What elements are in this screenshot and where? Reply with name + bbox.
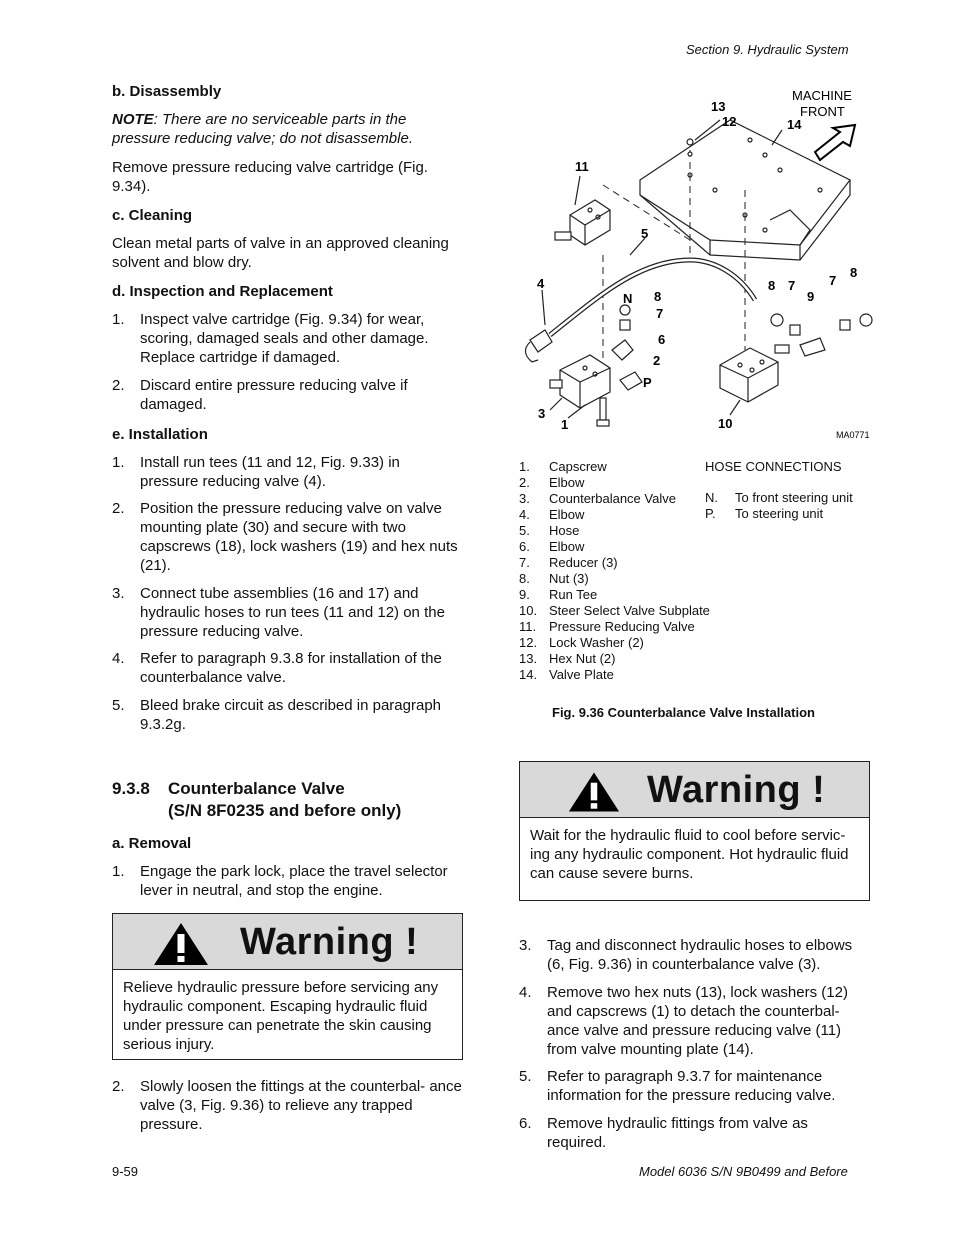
callout-11: 11: [575, 159, 589, 174]
callout-12: 12: [722, 114, 737, 129]
figure-code: MA0771: [836, 430, 870, 440]
subsection-cleaning: c. Cleaning: [112, 207, 193, 224]
figure-caption: Fig. 9.36 Counterbalance Valve Installation: [552, 705, 815, 720]
callout-7b: 7: [788, 278, 796, 293]
legend-item: 11. Pressure Reducing Valve: [519, 619, 695, 634]
figure-legend: [519, 459, 709, 683]
legend-item: 10. Steer Select Valve Subplate: [519, 603, 710, 618]
legend-item: 1. Capscrew: [519, 459, 607, 474]
note: [112, 110, 452, 148]
legend-item: 7. Reducer (3): [519, 555, 618, 570]
callout-10: 10: [718, 416, 733, 431]
warning-title: Warning !: [240, 921, 419, 963]
callout-2: 2: [653, 353, 661, 368]
warning-box-hot-fluid: [519, 761, 870, 901]
legend-item: P. To steering unit: [705, 506, 824, 521]
warning-text: Relieve hydraulic pressure before servicing any hydraulic component. Escaping hydraulic fluid under pressure can penetrate the skin causing serious injury.: [123, 979, 439, 1053]
hose-connections: [705, 459, 875, 522]
cleaning-text: Clean metal parts of valve in an approved cleaning solvent and blow dry.: [112, 235, 449, 271]
legend-item: 5. Hose: [519, 523, 580, 538]
warning-title: Warning !: [647, 769, 826, 811]
note-text: : There are no serviceable parts in the pressure reducing valve; do not disassemble.: [112, 111, 413, 147]
callout-14: 14: [787, 117, 802, 132]
section-number: 9.3.8: [112, 779, 150, 798]
warning-triangle-icon: [568, 770, 620, 814]
callout-1: 1: [561, 417, 569, 432]
subsection-removal: a. Removal: [112, 835, 192, 852]
callout-8a: 8: [654, 289, 662, 304]
legend-item: 12. Lock Washer (2): [519, 635, 644, 650]
callout-4: 4: [537, 276, 545, 291]
callout-3: 3: [538, 406, 546, 421]
legend-item: 4. Elbow: [519, 507, 585, 522]
subsection-inspection: d. Inspection and Replacement: [112, 283, 333, 300]
callout-6: 6: [658, 332, 666, 347]
legend-item: 9. Run Tee: [519, 587, 598, 602]
page-number: 9-59: [112, 1164, 139, 1179]
page-footer-model: Model 6036 S/N 9B0499 and Before: [639, 1164, 848, 1179]
warning-text: Wait for the hydraulic fluid to cool before servic- ing any hydraulic component. Hot hydraulic fluid can cause severe burns.: [530, 827, 849, 882]
legend-item: 14. Valve Plate: [519, 667, 614, 682]
warning-triangle-icon: [153, 922, 209, 966]
subsection-disassembly: b. Disassembly: [112, 83, 222, 100]
front-label: FRONT: [800, 104, 845, 119]
callout-9: 9: [807, 289, 815, 304]
page-header: Section 9. Hydraulic System: [686, 42, 849, 57]
disassembly-text: Remove pressure reducing valve cartridge (Fig. 9.34).: [112, 159, 428, 195]
hose-connections-title: HOSE CONNECTIONS: [705, 459, 842, 474]
subsection-installation: e. Installation: [112, 426, 208, 443]
callout-8c: 8: [850, 265, 858, 280]
callout-N: N: [623, 291, 633, 306]
legend-item: 13. Hex Nut (2): [519, 651, 616, 666]
legend-item: 6. Elbow: [519, 539, 585, 554]
legend-item: N. To front steering unit: [705, 490, 853, 505]
callout-8b: 8: [768, 278, 776, 293]
note-label: NOTE: [112, 111, 154, 128]
counterbalance-valve-diagram: [500, 80, 880, 450]
machine-label: MACHINE: [792, 88, 852, 103]
callout-5: 5: [641, 226, 649, 241]
section-title-line1: Counterbalance Valve: [168, 779, 345, 798]
legend-item: 3. Counterbalance Valve: [519, 491, 676, 506]
warning-box-pressure: [112, 913, 463, 1060]
legend-item: 2. Elbow: [519, 475, 585, 490]
callout-P: P: [643, 375, 652, 390]
callout-13: 13: [711, 99, 726, 114]
warning-banner: [113, 914, 462, 970]
callout-7c: 7: [829, 273, 837, 288]
callout-7a: 7: [656, 306, 664, 321]
section-title-line2: (S/N 8F0235 and before only): [168, 801, 402, 820]
legend-item: 8. Nut (3): [519, 571, 589, 586]
warning-banner: [520, 762, 869, 818]
